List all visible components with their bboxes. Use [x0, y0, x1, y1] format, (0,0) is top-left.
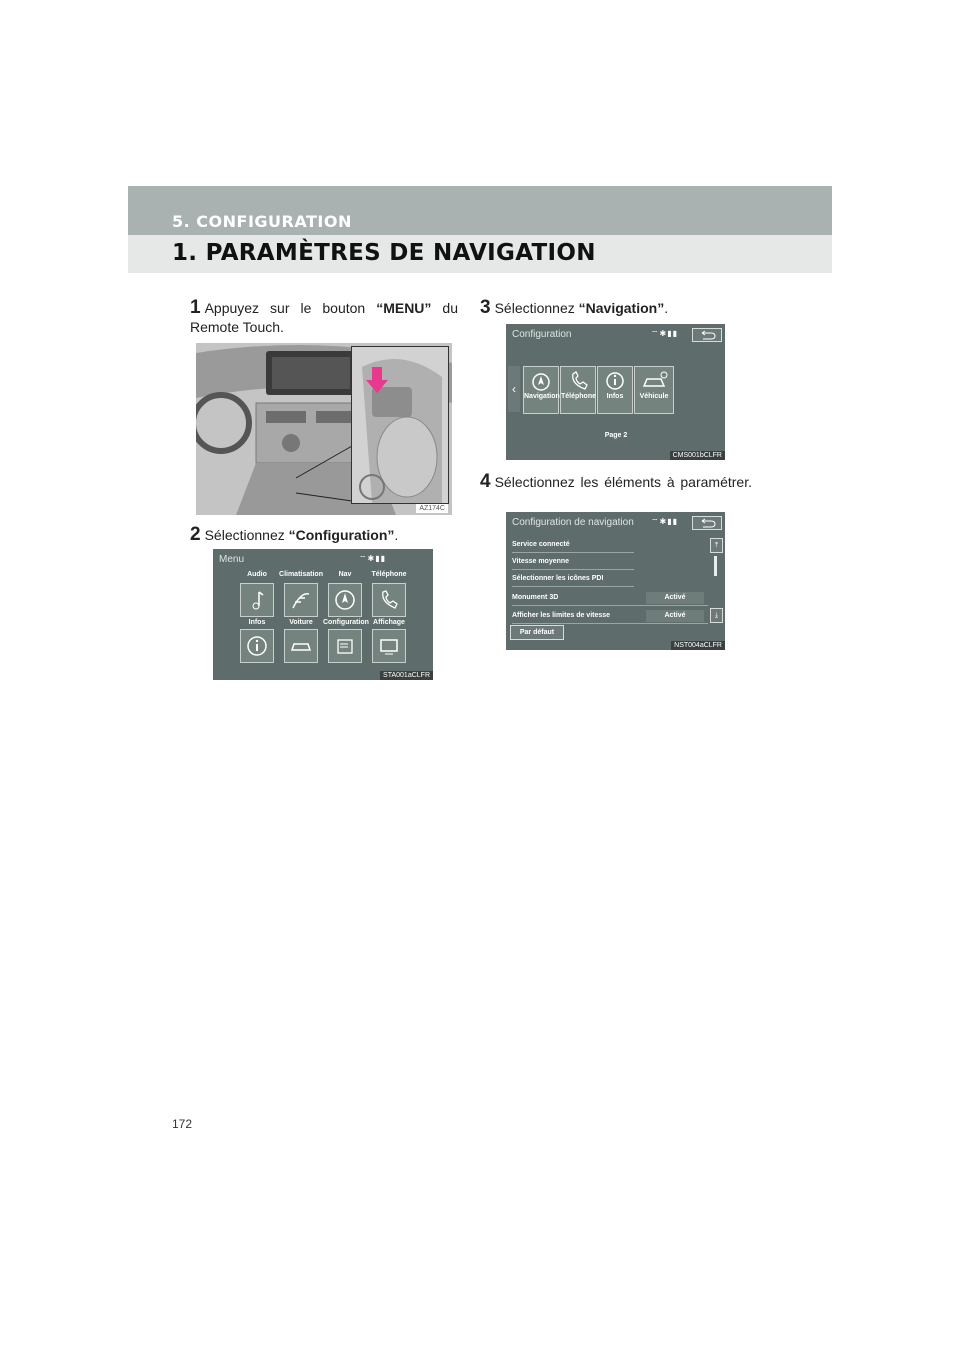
figure-code: AZ174C [416, 504, 448, 513]
nav-icon[interactable] [328, 583, 362, 617]
menu-label-climatisation: Climatisation [279, 571, 323, 578]
menu-label-telephone: Téléphone [371, 571, 407, 578]
screen-title: Menu [219, 554, 245, 565]
page-number: 172 [172, 1117, 193, 1131]
vehicle-icon[interactable] [634, 366, 674, 414]
step-emphasis: “Navigation” [578, 300, 665, 316]
list-item-label: Service connecté [512, 541, 570, 548]
item-label-vehicule: Véhicule [639, 393, 669, 400]
settings-icon[interactable] [328, 629, 362, 663]
list-item[interactable] [512, 538, 634, 553]
status-icons: ⌔✱▮▮ [651, 329, 679, 338]
menu-screen [213, 549, 433, 680]
list-item[interactable] [512, 555, 634, 570]
figure-code: NST004aCLFR [671, 641, 725, 650]
step-number: 4 [480, 471, 491, 492]
back-arrow-icon [693, 518, 721, 530]
screen-title: Configuration de navigation [512, 517, 634, 528]
car-icon[interactable] [284, 629, 318, 663]
step-text: Appuyez sur le bouton [204, 300, 377, 316]
closeup-inset [351, 346, 449, 504]
step-4 [480, 472, 752, 492]
item-label-navigation: Navigation [524, 393, 560, 400]
step-number: 2 [190, 524, 201, 545]
status-icons: ⌔✱▮▮ [651, 517, 679, 526]
info-icon[interactable] [597, 366, 633, 414]
navigation-icon[interactable] [523, 366, 559, 414]
step-number: 3 [480, 297, 491, 318]
step-text: Sélectionnez [494, 300, 579, 316]
configuration-screen [506, 324, 725, 460]
back-button[interactable] [692, 516, 722, 530]
back-arrow-icon [693, 330, 721, 342]
menu-label-audio: Audio [247, 571, 267, 578]
step-text-end: . [394, 527, 399, 543]
step-1 [190, 298, 458, 337]
monument-3d-value: Activé [646, 592, 704, 604]
phone-icon[interactable] [560, 366, 596, 414]
prev-page-button[interactable]: ‹ [508, 366, 520, 412]
scrollbar-thumb[interactable] [714, 556, 717, 576]
step-text-end: du Remote Touch. [190, 300, 458, 335]
back-button[interactable] [692, 328, 722, 342]
climate-icon[interactable] [284, 583, 318, 617]
menu-label-affichage: Affichage [373, 619, 405, 626]
down-arrow-icon [366, 367, 388, 393]
step-text: Sélectionnez [204, 527, 289, 543]
section-title: 5. CONFIGURATION [172, 212, 352, 231]
speed-limit-value: Activé [646, 610, 704, 622]
figure-code: STA001aCLFR [380, 671, 433, 680]
menu-label-nav: Nav [338, 571, 352, 578]
figure-code: CMS001bCLFR [670, 451, 725, 460]
screen-title: Configuration [512, 329, 572, 340]
item-label-telephone: Téléphone [561, 393, 597, 400]
step-text: Sélectionnez les éléments à paramétrer. [494, 474, 752, 490]
step-2 [190, 525, 458, 545]
step-3 [480, 298, 752, 318]
audio-icon[interactable] [240, 583, 274, 617]
list-item-label: Sélectionner les icônes PDI [512, 575, 604, 582]
default-button[interactable]: Par défaut [510, 625, 564, 640]
navigation-configuration-screen [506, 512, 725, 650]
item-label-infos: Infos [606, 393, 624, 400]
page-indicator: Page 2 [604, 432, 628, 439]
menu-label-voiture: Voiture [289, 619, 313, 626]
scroll-down-button[interactable]: ⤓ [710, 608, 723, 623]
remote-touch-photo [196, 343, 452, 515]
status-icons: ⌔✱▮▮ [359, 554, 387, 563]
display-icon[interactable] [372, 629, 406, 663]
phone-icon[interactable] [372, 583, 406, 617]
step-number: 1 [190, 297, 201, 318]
chapter-title: 1. PARAMÈTRES DE NAVIGATION [172, 240, 596, 266]
step-text-end: . [664, 300, 669, 316]
step-emphasis: “Configuration” [288, 527, 395, 543]
list-item-label: Vitesse moyenne [512, 558, 570, 565]
list-item-label: Afficher les limites de vitesse [512, 612, 611, 619]
list-item-label: Monument 3D [512, 594, 559, 601]
info-icon[interactable] [240, 629, 274, 663]
step-emphasis: “MENU” [376, 300, 432, 316]
list-item[interactable] [512, 572, 634, 587]
menu-label-infos: Infos [248, 619, 266, 626]
scroll-up-button[interactable]: ⤒ [710, 538, 723, 553]
menu-label-configuration: Configuration [323, 619, 369, 626]
